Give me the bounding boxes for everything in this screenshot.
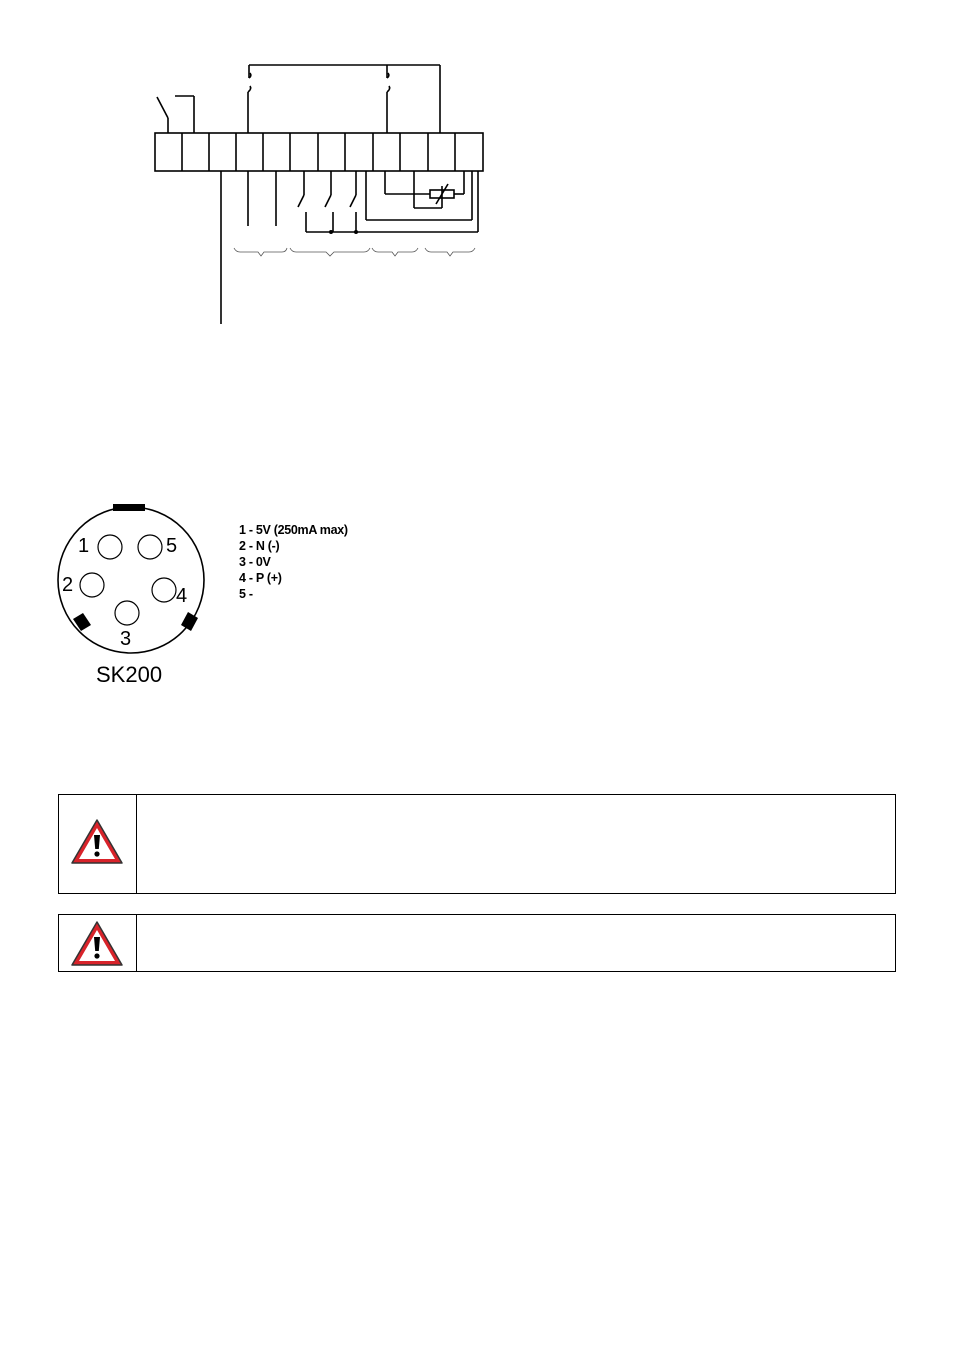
warning-box-1 <box>58 794 896 894</box>
pin-5 <box>138 535 162 559</box>
warning-icon-cell <box>59 915 137 971</box>
warning-text-1 <box>137 795 895 893</box>
pin-4 <box>152 578 176 602</box>
terminal-dividers <box>182 133 455 171</box>
warning-triangle-icon <box>69 919 125 969</box>
connector-pins <box>80 535 176 625</box>
relay-contacts <box>248 65 440 133</box>
warning-triangle-icon <box>69 817 125 867</box>
pin-label-1: 1 <box>78 535 90 557</box>
pin-label-3: 3 <box>120 628 132 650</box>
wiring-diagram <box>0 0 954 340</box>
pin-3 <box>115 601 139 625</box>
input-switch <box>157 96 194 133</box>
warning-box-2 <box>58 914 896 972</box>
pinout-line-5: 5 - <box>239 587 253 601</box>
connector-model-label: SK200 <box>96 662 163 687</box>
terminal-strip <box>155 133 483 171</box>
digital-input-switches <box>298 171 478 232</box>
terminal-group-braces <box>234 248 475 256</box>
pin-label-2: 2 <box>62 574 74 596</box>
pinout-line-3: 3 - 0V <box>239 555 271 569</box>
warning-text-2 <box>137 915 895 971</box>
pin-1 <box>98 535 122 559</box>
sensor-wiring <box>366 171 478 232</box>
pinout-line-4: 4 - P (+) <box>239 571 282 585</box>
pinout-line-2: 2 - N (-) <box>239 539 280 553</box>
sk200-connector-diagram <box>40 490 220 690</box>
connector-key <box>113 504 145 511</box>
warning-icon-cell <box>59 795 137 893</box>
pinout-legend <box>239 522 348 602</box>
pin-label-4: 4 <box>176 585 188 607</box>
pinout-line-1: 1 - 5V (250mA max) <box>239 523 348 537</box>
pin-2 <box>80 573 104 597</box>
pin-label-5: 5 <box>166 535 178 557</box>
